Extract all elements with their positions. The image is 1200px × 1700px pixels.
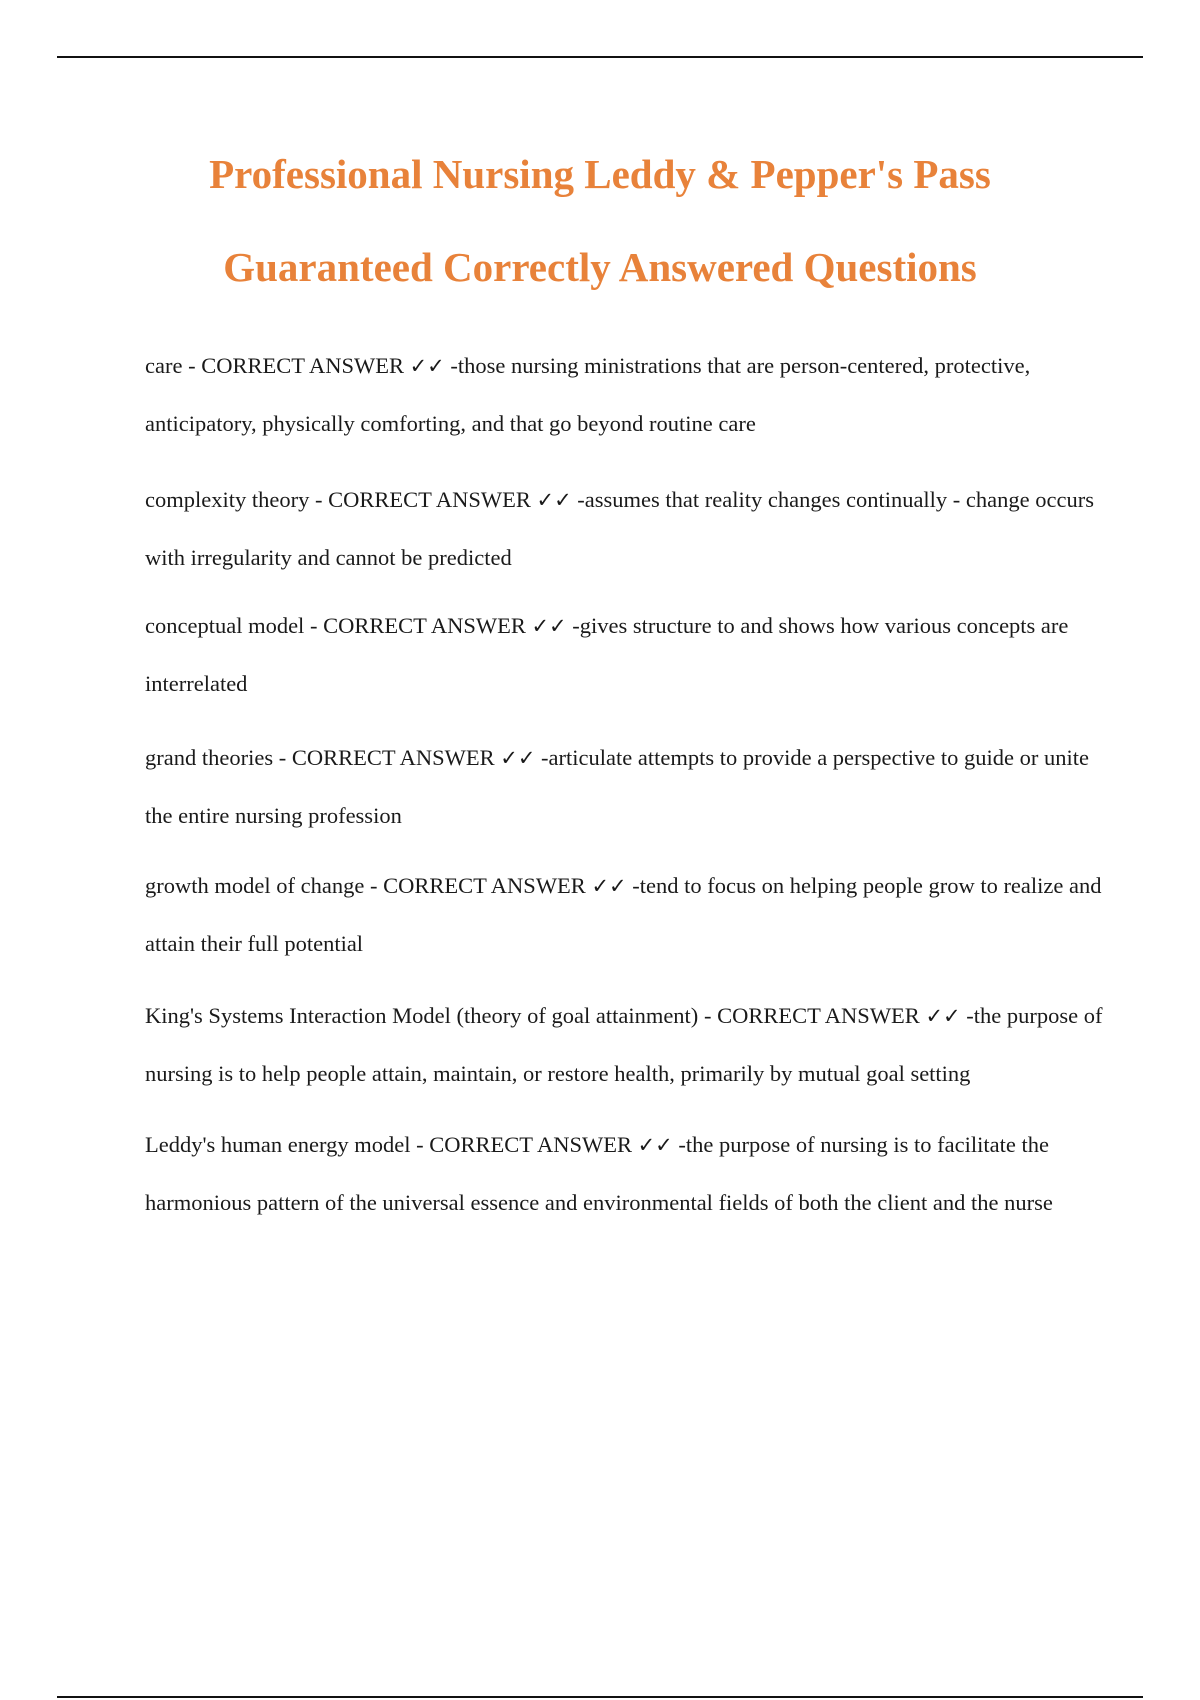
qa-answer-label: CORRECT ANSWER (429, 1132, 632, 1157)
top-rule (57, 56, 1143, 58)
title-line-1: Professional Nursing Leddy & Pepper's Pass (209, 151, 991, 197)
qa-term: Leddy's human energy model (145, 1132, 411, 1157)
qa-term: growth model of change (145, 873, 365, 898)
double-check-icon: ✓✓ (409, 354, 445, 378)
qa-definition: -tend to focus on helping people grow to realize and attain their full potential (145, 873, 1102, 956)
qa-answer-label: CORRECT ANSWER (323, 613, 526, 638)
qa-answer-label: CORRECT ANSWER (717, 1003, 920, 1028)
double-check-icon: ✓✓ (591, 874, 627, 898)
qa-definition: -the purpose of nursing is to facilitate the harmonious pattern of the universal essence and environmental fields of both the client and the nurse (145, 1132, 1053, 1215)
qa-answer-label: CORRECT ANSWER (291, 745, 495, 770)
double-check-icon: ✓✓ (637, 1133, 673, 1157)
double-check-icon: ✓✓ (536, 488, 572, 512)
qa-answer-label: CORRECT ANSWER (328, 487, 531, 512)
double-check-icon: ✓✓ (500, 746, 536, 770)
qa-definition: -assumes that reality changes continually - change occurs with irregularity and cannot be predicted (145, 487, 1094, 570)
qa-definition: -articulate attempts to provide a perspective to guide or unite the entire nursing profession (145, 745, 1089, 828)
qa-definition: -the purpose of nursing is to help people attain, maintain, or restore health, primarily by mutual goal setting (145, 1003, 1103, 1086)
qa-item: Leddy's human energy model - CORRECT ANSWER ✓✓ -the purpose of nursing is to facilitate the harmonious pattern of the universal essence and environmental fields of both the client and the nurse (145, 1132, 1053, 1215)
qa-term: grand theories (145, 745, 274, 770)
qa-item: growth model of change - CORRECT ANSWER ✓✓ -tend to focus on helping people grow to realize and attain their full potential (145, 873, 1102, 956)
qa-term: King's Systems Interaction Model (theory of goal attainment) (145, 1003, 699, 1028)
bottom-rule (57, 1696, 1143, 1698)
qa-answer-label: CORRECT ANSWER (201, 353, 404, 378)
qa-item: complexity theory - CORRECT ANSWER ✓✓ -assumes that reality changes continually - change occurs with irregularity and cannot be predicted (145, 487, 1094, 570)
qa-term: complexity theory (145, 487, 310, 512)
qa-term: care (145, 353, 183, 378)
qa-definition: -those nursing ministrations that are person-centered, protective, anticipatory, physically comforting, and that go beyond routine care (145, 353, 1031, 436)
double-check-icon: ✓✓ (531, 614, 567, 638)
qa-item: care - CORRECT ANSWER ✓✓ -those nursing ministrations that are person-centered, protective, anticipatory, physically comforting, and that go beyond routine care (145, 353, 1031, 436)
qa-term: conceptual model (145, 613, 305, 638)
double-check-icon: ✓✓ (925, 1004, 961, 1028)
qa-list (145, 337, 1105, 1250)
qa-answer-label: CORRECT ANSWER (383, 873, 586, 898)
document-title (60, 128, 1140, 314)
qa-definition: -gives structure to and shows how various concepts are interrelated (145, 613, 1069, 696)
qa-item: grand theories - CORRECT ANSWER ✓✓ -articulate attempts to provide a perspective to guide or unite the entire nursing profession (145, 745, 1089, 828)
title-line-2: Guaranteed Correctly Answered Questions (223, 244, 977, 290)
qa-item: conceptual model - CORRECT ANSWER ✓✓ -gives structure to and shows how various concepts are interrelated (145, 613, 1069, 696)
qa-item: King's Systems Interaction Model (theory of goal attainment) - CORRECT ANSWER ✓✓ -the purpose of nursing is to help people attain, maintain, or restore health, primarily by mutual goal setting (145, 1003, 1103, 1086)
